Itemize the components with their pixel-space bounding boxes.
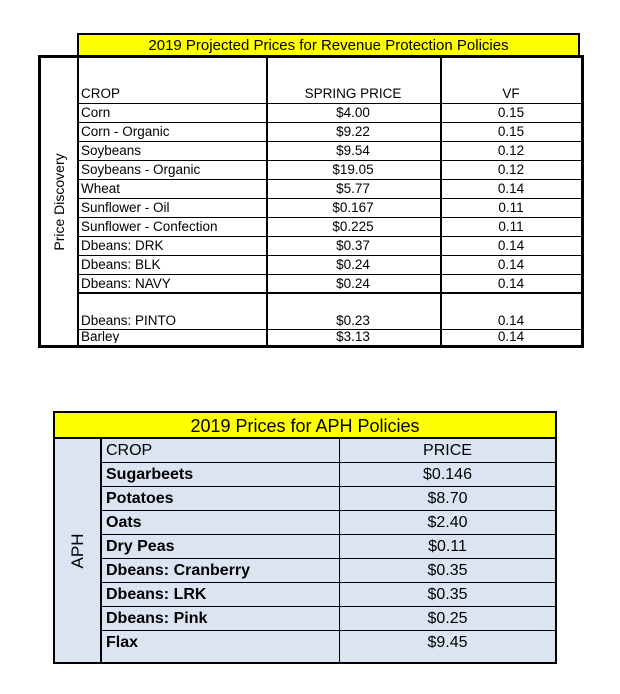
crop-name: Soybeans	[81, 143, 142, 158]
aph-table-body	[102, 439, 555, 662]
crop-name: Dbeans: PINTO	[81, 313, 177, 328]
spring-price: $0.37	[336, 238, 370, 253]
vf-value: 0.14	[497, 276, 525, 291]
spring-price: $0.24	[336, 257, 370, 272]
spring-price: $5.77	[336, 181, 370, 196]
crop-name: Barley	[81, 330, 120, 343]
crop-name: Potatoes	[106, 490, 174, 507]
crop-name: Dbeans: BLK	[81, 257, 161, 272]
crop-name: Flax	[106, 634, 139, 651]
table-header-row	[79, 85, 581, 104]
spring-price: $0.23	[336, 313, 370, 328]
vf-value: 0.15	[497, 105, 525, 120]
vf-value: 0.12	[497, 143, 525, 158]
vf-value: 0.14	[497, 257, 525, 272]
table-row	[79, 237, 581, 256]
header-spring-price: SPRING PRICE	[304, 86, 402, 101]
crop-name: Wheat	[81, 181, 121, 196]
table-row	[102, 559, 555, 583]
table-row	[102, 463, 555, 487]
vf-value: 0.12	[497, 162, 525, 177]
crop-name: Dbeans: DRK	[81, 238, 164, 253]
price-value: $0.35	[427, 586, 468, 603]
crop-name: Corn - Organic	[81, 124, 170, 139]
price-discovery-label: Price Discovery	[51, 152, 67, 251]
aph-label: APH	[67, 533, 87, 568]
table-header-row	[102, 439, 555, 463]
spring-price: $9.54	[336, 143, 370, 158]
vf-value: 0.14	[497, 238, 525, 253]
table-row	[79, 275, 581, 294]
table-row	[79, 330, 581, 345]
header-vf: VF	[502, 86, 520, 101]
aph-table-title: 2019 Prices for APH Policies	[55, 413, 555, 439]
spring-price: $0.24	[336, 276, 370, 291]
crop-name: Corn	[81, 105, 111, 120]
crop-name: Oats	[106, 514, 142, 531]
vf-value: 0.15	[497, 124, 525, 139]
crop-name: Soybeans - Organic	[81, 162, 201, 177]
crop-name: Dry Peas	[106, 538, 175, 555]
table-row	[102, 511, 555, 535]
price-value: $0.11	[428, 538, 467, 555]
table-row	[102, 535, 555, 559]
price-value: $8.70	[427, 490, 468, 507]
table-row	[102, 583, 555, 607]
table-row	[102, 607, 555, 631]
revenue-protection-table-title: 2019 Projected Prices for Revenue Protection Policies	[77, 33, 580, 55]
spring-price: $4.00	[336, 105, 370, 120]
header-crop: CROP	[106, 442, 153, 459]
header-price: PRICE	[423, 442, 472, 459]
table-row	[79, 256, 581, 275]
price-value: $9.45	[427, 634, 468, 651]
table-row	[79, 199, 581, 218]
table-row	[79, 312, 581, 330]
table-row	[79, 180, 581, 199]
price-discovery-label-cell	[41, 58, 79, 345]
vf-value: 0.14	[497, 329, 525, 344]
price-value: $0.35	[427, 562, 468, 579]
table-row	[79, 218, 581, 237]
table-row	[79, 123, 581, 142]
spring-price: $9.22	[336, 124, 370, 139]
spring-price: $0.167	[332, 200, 374, 215]
vf-value: 0.11	[498, 219, 524, 234]
spring-price: $19.05	[332, 162, 374, 177]
table-row	[102, 631, 555, 655]
aph-label-cell	[55, 439, 102, 662]
table-row	[79, 142, 581, 161]
header-crop: CROP	[81, 86, 121, 101]
crop-name: Dbeans: Pink	[106, 610, 208, 627]
crop-name: Sunflower - Confection	[81, 219, 218, 234]
crop-name: Sugarbeets	[106, 466, 194, 483]
crop-name: Dbeans: Cranberry	[106, 562, 251, 579]
table-row	[102, 487, 555, 511]
crop-name: Dbeans: LRK	[106, 586, 207, 603]
price-value: $0.146	[423, 466, 472, 483]
price-value: $0.25	[427, 610, 468, 627]
revenue-protection-table	[38, 55, 584, 348]
vf-value: 0.14	[497, 313, 525, 328]
spring-price: $3.13	[336, 329, 370, 344]
crop-name: Sunflower - Oil	[81, 200, 170, 215]
spring-price: $0.225	[332, 219, 374, 234]
vf-value: 0.11	[498, 200, 524, 215]
price-value: $2.40	[427, 514, 468, 531]
crop-name: Dbeans: NAVY	[81, 276, 171, 291]
table-row	[79, 161, 581, 180]
table-row	[79, 104, 581, 123]
revenue-protection-table-body	[79, 58, 581, 345]
aph-prices-table	[53, 411, 557, 664]
vf-value: 0.14	[497, 181, 525, 196]
